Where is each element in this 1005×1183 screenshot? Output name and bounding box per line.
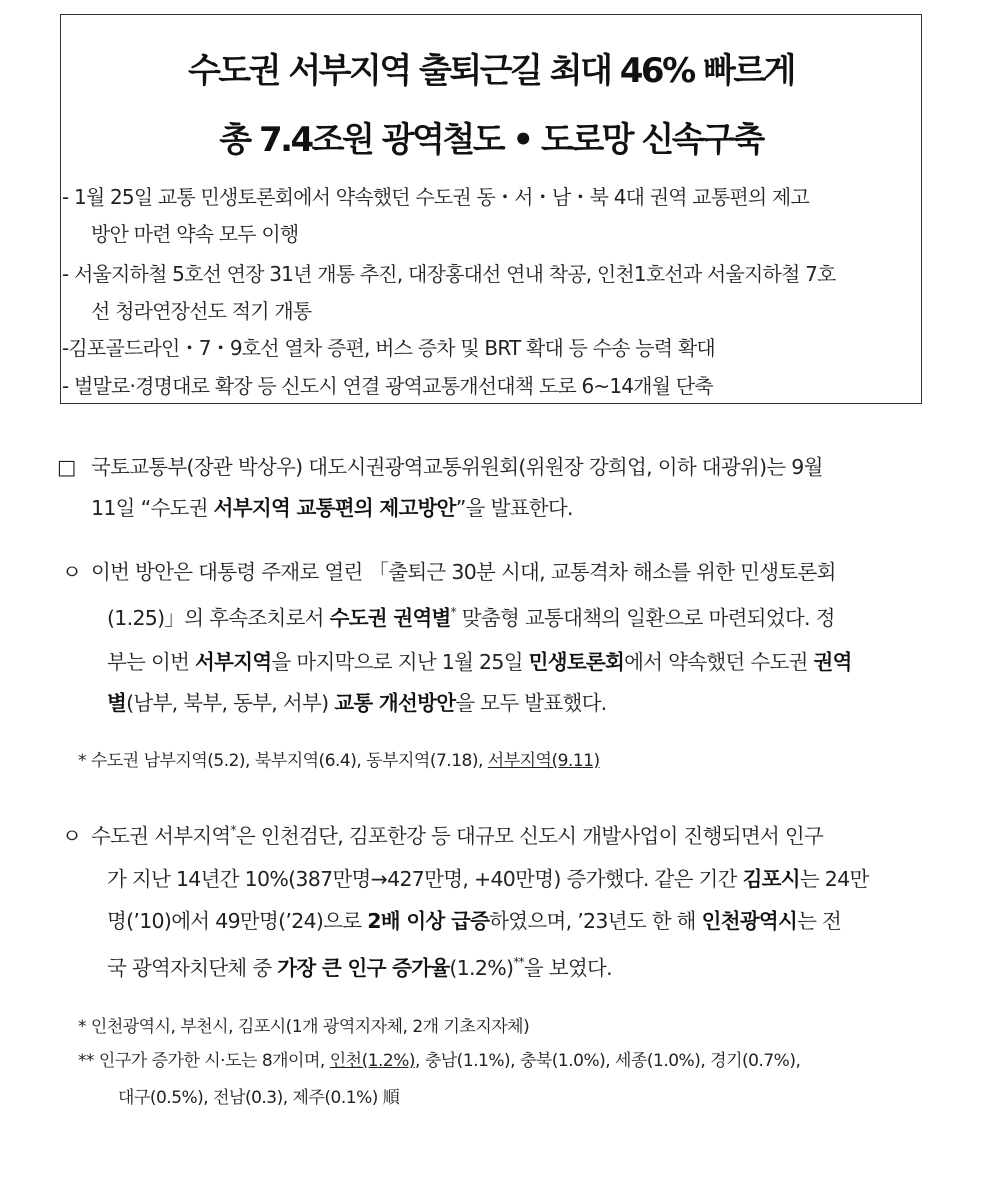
paragraph-1-line-2: 11일 “수도권 서부지역 교통편의 제고방안”을 발표한다. <box>91 496 573 520</box>
footnote-population-growth-continued: 대구(0.5%), 전남(0.3), 제주(0.1%) 順 <box>118 1088 400 1108</box>
paragraph-2-line-2: (1.25)」의 후속조치로서 수도권 권역별* 맞춤형 교통대책의 일환으로 마련되었다. 정 <box>107 605 835 630</box>
paragraph-1-line-1: □ 국토교통부(장관 박상우) 대도시권광역교통위원회(위원장 강희업, 이하 대광위)는 9월 <box>57 455 823 479</box>
summary-item: - 서울지하철 5호선 연장 31년 개통 추진, 대장홍대선 연내 착공, 인천1호선과 서울지하철 7호 <box>62 262 836 286</box>
headline-box <box>60 14 922 404</box>
headline-title <box>61 43 921 92</box>
title-text: 수도권 서부지역 출퇴근길 최대 46% 빠르게 <box>187 51 795 91</box>
footnote-population-growth: ** 인구가 증가한 시·도는 8개이며, 인천(1.2%), 충남(1.1%), 충북(1.0%), 세종(1.0%), 경기(0.7%), <box>78 1051 801 1071</box>
paragraph-3-line-4: 국 광역자치단체 중 가장 큰 인구 증가율(1.2%)**을 보였다. <box>107 955 612 980</box>
summary-item: -김포골드라인・7・9호선 열차 증편, 버스 증차 및 BRT 확대 등 수송 능력 확대 <box>62 336 715 360</box>
footnote-west-region: * 인천광역시, 부천시, 김포시(1개 광역지자체, 2개 기초지자체) <box>78 1017 530 1037</box>
summary-item-continued: 선 청라연장선도 적기 개통 <box>91 299 312 323</box>
paragraph-3-line-1: ㅇ 수도권 서부지역*은 인천검단, 김포한강 등 대규모 신도시 개발사업이 진행되면서 인구 <box>62 819 823 849</box>
circle-bullet-icon: ㅇ <box>62 824 82 848</box>
paragraph-2-line-1: ㅇ 이번 방안은 대통령 주재로 열린 「출퇴근 30분 시대, 교통격차 해소를 위한 민생토론회 <box>62 555 836 585</box>
summary-item-continued: 방안 마련 약속 모두 이행 <box>91 222 299 246</box>
paragraph-3-line-3: 명(’10)에서 49만명(’24)으로 2배 이상 급증하였으며, ’23년도 한 해 인천광역시는 전 <box>107 909 842 933</box>
paragraph-3-line-2: 가 지난 14년간 10%(387만명→427만명, +40만명) 증가했다. 같은 기간 김포시는 24만 <box>107 867 869 891</box>
paragraph-2-line-3: 부는 이번 서부지역을 마지막으로 지난 1월 25일 민생토론회에서 약속했던 수도권 권역 <box>107 650 852 674</box>
title-text: 총 7.4조원 광역철도 • 도로망 신속구축 <box>219 120 763 160</box>
summary-item: - 벌말로·경명대로 확장 등 신도시 연결 광역교통개선대책 도로 6~14개월 단축 <box>62 374 713 398</box>
summary-item: - 1월 25일 교통 민생토론회에서 약속했던 수도권 동・서・남・북 4대 권역 교통편의 제고 <box>62 185 809 209</box>
headline-subtitle <box>61 112 921 161</box>
paragraph-2-line-4: 별(남부, 북부, 동부, 서부) 교통 개선방안을 모두 발표했다. <box>107 691 607 715</box>
circle-bullet-icon: ㅇ <box>62 560 82 584</box>
footnote-regions: * 수도권 남부지역(5.2), 북부지역(6.4), 동부지역(7.18), 서부지역(9.11) <box>78 751 600 771</box>
checkbox-bullet-icon: □ <box>57 455 76 479</box>
